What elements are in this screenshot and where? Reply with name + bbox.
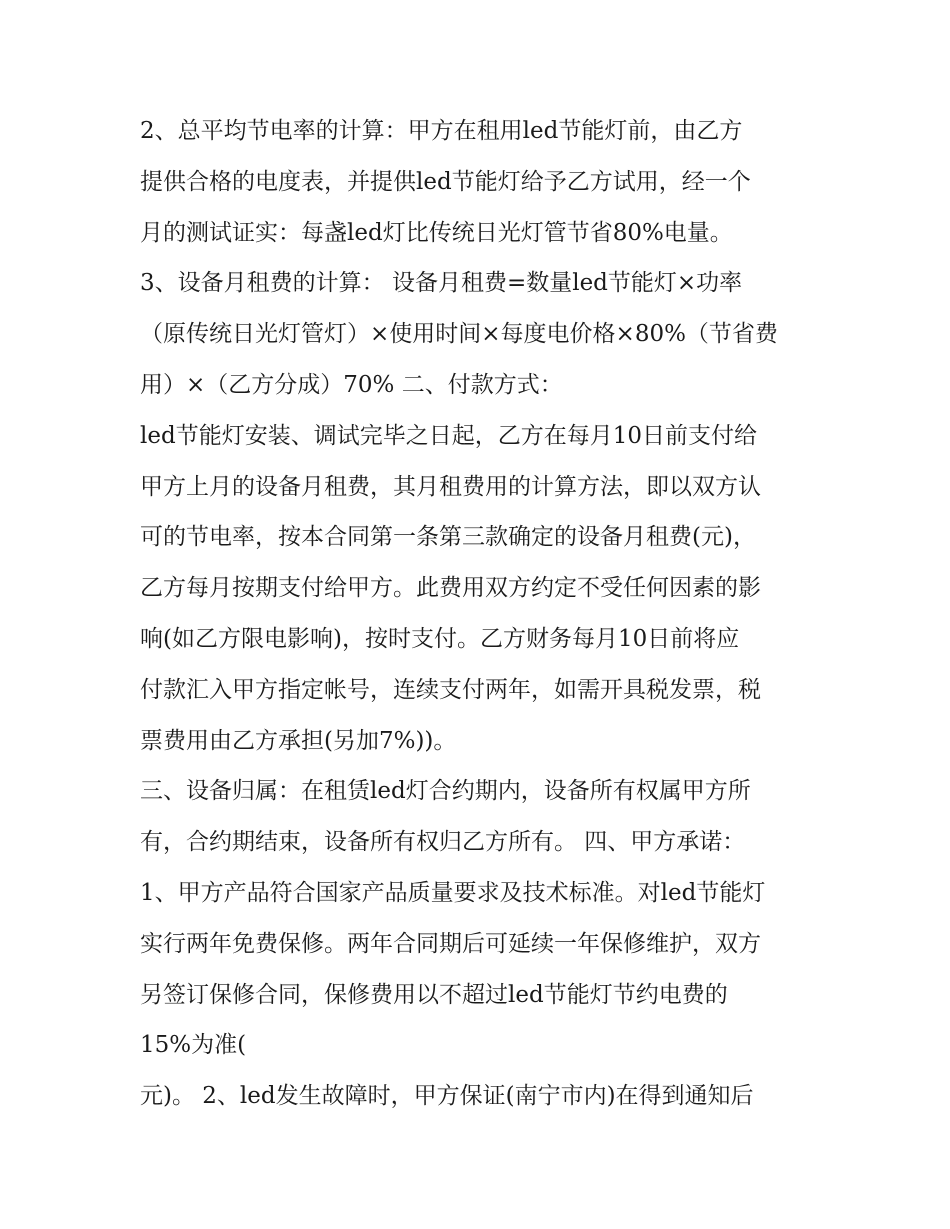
text-line: 元)。 2、led发生故障时，甲方保证(南宁市内)在得到通知后 bbox=[140, 1083, 754, 1110]
text-line: 票费用由乙方承担(另加7%))。 bbox=[140, 727, 457, 754]
text-line: 响(如乙方限电影响)，按时支付。乙方财务每月10日前将应 bbox=[140, 625, 740, 652]
text-line: 另签订保修合同，保修费用以不超过led节能灯节约电费的 bbox=[140, 981, 728, 1008]
text-line: 可的节电率，按本合同第一条第三款确定的设备月租费(元)， bbox=[140, 524, 756, 551]
text-line: 月的测试证实：每盏led灯比传统日光灯管节省80%电量。 bbox=[140, 219, 733, 246]
text-line: 用）×（乙方分成）70% 二、付款方式： bbox=[140, 371, 563, 398]
text-line: led节能灯安装、调试完毕之日起，乙方在每月10日前支付给 bbox=[140, 422, 757, 449]
text-line: 提供合格的电度表，并提供led节能灯给予乙方试用，经一个 bbox=[140, 168, 751, 195]
text-line: 1、甲方产品符合国家产品质量要求及技术标准。对led节能灯 bbox=[140, 879, 766, 906]
text-line: 2、总平均节电率的计算：甲方在租用led节能灯前，由乙方 bbox=[140, 118, 743, 144]
text-line: 有，合约期结束，设备所有权归乙方所有。 四、甲方承诺： bbox=[140, 829, 746, 856]
document-body bbox=[140, 106, 830, 1122]
text-line: 付款汇入甲方指定帐号，连续支付两年，如需开具税发票，税 bbox=[140, 676, 761, 703]
text-line: 实行两年免费保修。两年合同期后可延续一年保修维护，双方 bbox=[140, 930, 761, 957]
text-line: 甲方上月的设备月租费，其月租费用的计算方法，即以双方认 bbox=[140, 473, 761, 500]
text-line: 3、设备月租费的计算： 设备月租费=数量led节能灯×功率 bbox=[140, 270, 743, 297]
text-line: 15%为准( bbox=[140, 1032, 247, 1059]
text-line: （原传统日光灯管灯）×使用时间×每度电价格×80%（节省费 bbox=[140, 321, 778, 348]
text-line: 三、设备归属：在租赁led灯合约期内，设备所有权属甲方所 bbox=[140, 778, 751, 805]
text-line: 乙方每月按期支付给甲方。此费用双方约定不受任何因素的影 bbox=[140, 575, 761, 602]
